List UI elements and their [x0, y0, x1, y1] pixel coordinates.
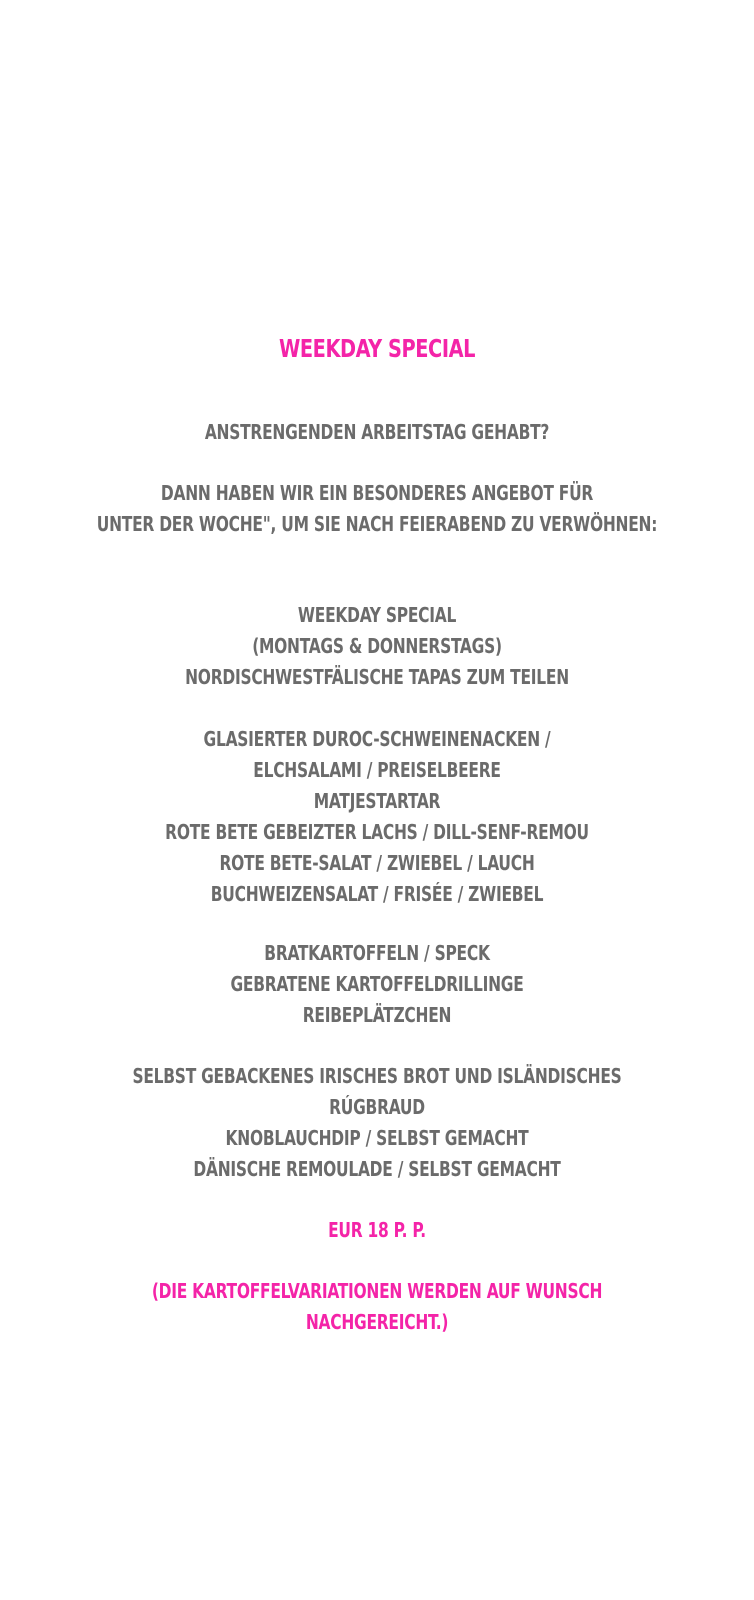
- potato-list: [0, 938, 754, 1031]
- tapas-item: ROTE BETE GEBEIZTER LACHS / DILL-SENF-REMOU: [165, 820, 589, 844]
- special-name: WEEKDAY SPECIAL: [297, 603, 457, 627]
- intro-line-2: UNTER DER WOCHE", UM SIE NACH FEIERABEND ZU VERWÖHNEN:: [96, 512, 658, 536]
- bread-list: [0, 1061, 754, 1185]
- intro-question-block: [0, 417, 754, 448]
- bread-item: RÚGBRAUD: [329, 1095, 425, 1119]
- bread-item: SELBST GEBACKENES IRISCHES BROT UND ISLÄNDISCHES: [132, 1064, 622, 1088]
- tapas-list: [0, 724, 754, 910]
- tapas-item: BUCHWEIZENSALAT / FRISÉE / ZWIEBEL: [210, 882, 544, 906]
- special-days: (MONTAGS & DONNERSTAGS): [252, 634, 502, 658]
- price-label: EUR 18 P. P.: [328, 1218, 426, 1242]
- potato-item: REIBEPLÄTZCHEN: [302, 1003, 452, 1027]
- special-header-block: [0, 600, 754, 693]
- tapas-item: MATJESTARTAR: [313, 789, 441, 813]
- bread-item: KNOBLAUCHDIP / SELBST GEMACHT: [225, 1126, 529, 1150]
- tapas-item: ROTE BETE-SALAT / ZWIEBEL / LAUCH: [219, 851, 535, 875]
- intro-line-1: DANN HABEN WIR EIN BESONDERES ANGEBOT FÜR: [160, 481, 594, 505]
- potato-item: BRATKARTOFFELN / SPECK: [264, 941, 490, 965]
- potato-item: GEBRATENE KARTOFFELDRILLINGE: [230, 972, 524, 996]
- tapas-item: GLASIERTER DUROC-SCHWEINENACKEN /: [203, 727, 551, 751]
- tapas-item: ELCHSALAMI / PREISELBEERE: [253, 758, 501, 782]
- note-block: [0, 1276, 754, 1338]
- price-block: [0, 1215, 754, 1246]
- intro-text-block: [0, 478, 754, 540]
- bread-item: DÄNISCHE REMOULADE / SELBST GEMACHT: [193, 1157, 561, 1181]
- page-title: WEEKDAY SPECIAL: [278, 334, 476, 363]
- note-line-1: (DIE KARTOFFELVARIATIONEN WERDEN AUF WUNSCH: [151, 1279, 603, 1303]
- special-subtitle: NORDISCHWESTFÄLISCHE TAPAS ZUM TEILEN: [185, 665, 569, 689]
- intro-question: ANSTRENGENDEN ARBEITSTAG GEHABT?: [204, 420, 550, 444]
- note-line-2: NACHGEREICHT.): [305, 1310, 449, 1334]
